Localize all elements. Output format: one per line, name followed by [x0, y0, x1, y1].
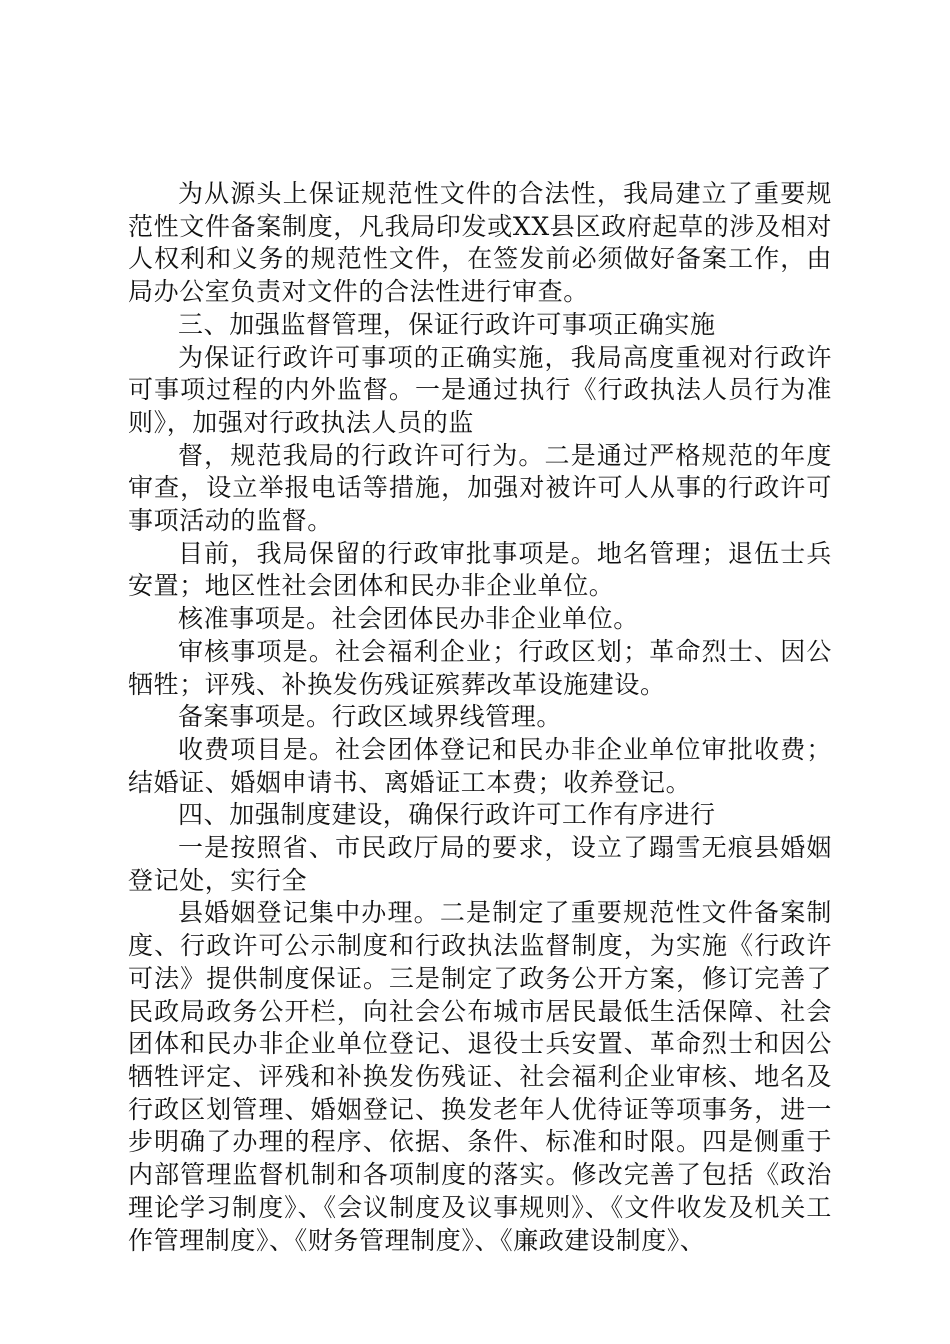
paragraph-9: 一是按照省、市民政厅局的要求，设立了蹋雪无痕县婚姻登记处，实行全	[128, 833, 832, 895]
section-heading-4: 四、加强制度建设，确保行政许可工作有序进行	[178, 800, 716, 830]
paragraph-7: 备案事项是。行政区域界线管理。	[178, 702, 563, 732]
paragraph-4: 目前，我局保留的行政审批事项是。地名管理；退伍士兵安置；地区性社会团体和民办非企业单位。	[128, 538, 832, 601]
paragraph-10: 县婚姻登记集中办理。二是制定了重要规范性文件备案制度、行政许可公示制度和行政执法监督制度，为实施《行政许可法》提供制度保证。三是制定了政务公开方案，修订完善了民政局政务公开栏，向社会公布城市居民最低生活保障、社会团体和民办非企业单位登记、退役士兵安置、革命烈士和因公牺牲评定、评残和补换发伤残证、社会福利企业审核、地名及行政区划管理、婚姻登记、换发老年人优待证等项事务，进一步明确了办理的程序、依据、条件、标准和时限。四是侧重于内部管理监督机制和各项制度的落实。修改完善了包括《政治理论学习制度》、《会议制度及议事规则》、《文件收发及机关工作管理制度》、《财务管理制度》、《廉政建设制度》、	[128, 898, 832, 1255]
section-heading-3: 三、加强监督管理，保证行政许可事项正确实施	[178, 309, 716, 339]
paragraph-3: 督，规范我局的行政许可行为。二是通过严格规范的年度审查，设立举报电话等措施，加强对被许可人从事的行政许可事项活动的监督。	[128, 440, 832, 536]
paragraph-1: 为从源头上保证规范性文件的合法性，我局建立了重要规范性文件备案制度，凡我局印发或XX县区政府起草的涉及相对人权利和义务的规范性文件，在签发前必须做好备案工作，由局办公室负责对文件的合法性进行审查。	[128, 179, 832, 307]
paragraph-8: 收费项目是。社会团体登记和民办非企业单位审批收费；结婚证、婚姻申请书、离婚证工本费；收养登记。	[128, 734, 832, 797]
paragraph-2: 为保证行政许可事项的正确实施，我局高度重视对行政许可事项过程的内外监督。一是通过执行《行政执法人员行为准则》，加强对行政执法人员的监	[128, 342, 832, 437]
paragraph-5: 核准事项是。社会团体民办非企业单位。	[178, 604, 639, 634]
paragraph-6: 审核事项是。社会福利企业；行政区划；革命烈士、因公牺牲；评残、补换发伤残证殡葬改革设施建设。	[128, 636, 832, 699]
document-body	[128, 178, 832, 1257]
